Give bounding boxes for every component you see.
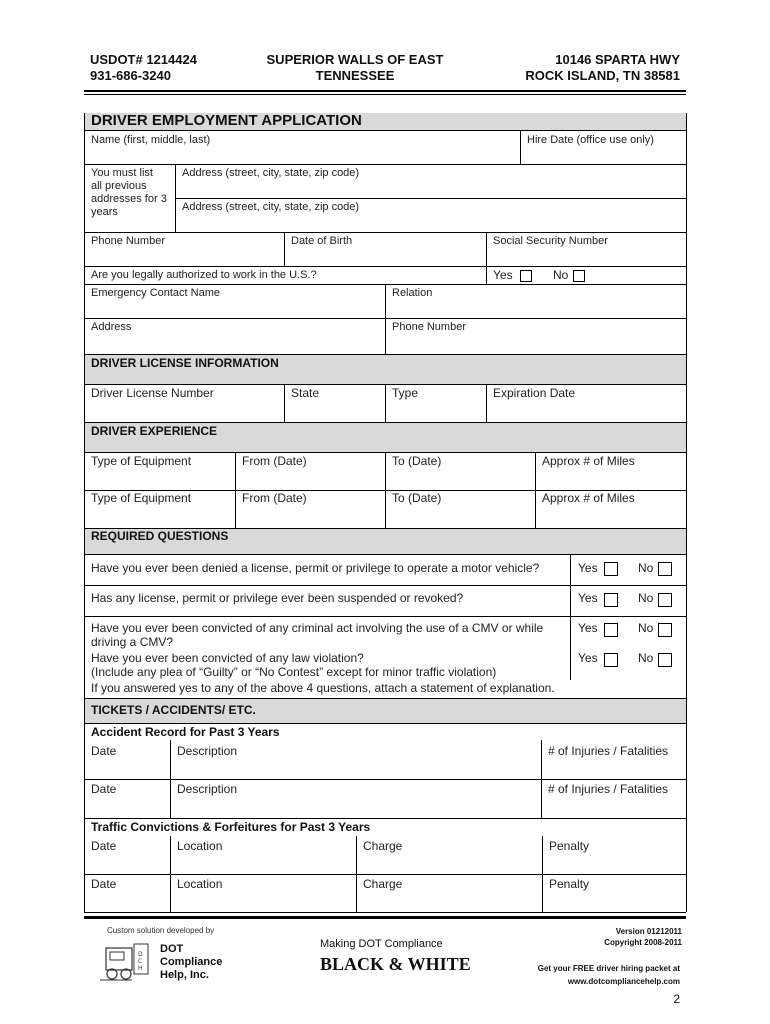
rule [84, 422, 686, 423]
conviction-location-label: Location [177, 877, 223, 891]
rule [84, 266, 686, 267]
svg-text:D: D [138, 951, 143, 958]
rule [284, 384, 285, 422]
equipment-label: Type of Equipment [91, 491, 192, 505]
q2-no-label: No [638, 591, 654, 605]
miles-label: Approx # of Miles [542, 454, 635, 468]
rule [385, 452, 386, 528]
rule [84, 723, 686, 724]
usdot-number: USDOT# 1214424 [90, 52, 197, 67]
from-date-label: From (Date) [242, 454, 307, 468]
accident-injuries-label: # of Injuries / Fatalities [548, 744, 669, 758]
work-authorization-label: Are you legally authorized to work in the U.S.? [91, 269, 317, 281]
question-suspended: Has any license, permit or privilege ever been suspended or revoked? [91, 591, 464, 605]
website-link[interactable]: www.dotcompliancehelp.com [567, 977, 680, 986]
svg-text:C: C [138, 958, 143, 965]
traffic-convictions-heading: Traffic Convictions & Forfeitures for Past 3 Years [91, 820, 371, 834]
developed-by-text: Custom solution developed by [107, 926, 215, 935]
page-title: DRIVER EMPLOYMENT APPLICATION [91, 112, 362, 129]
conviction-date-label: Date [91, 877, 117, 891]
q2-yes-label: Yes [578, 591, 598, 605]
license-type-label: Type [392, 386, 419, 400]
svg-text:H: H [138, 965, 143, 972]
q4-yes-checkbox[interactable] [604, 653, 618, 667]
authorized-no-label: No [553, 268, 569, 282]
footer-rule-thick [84, 916, 686, 919]
rule [170, 836, 171, 912]
q3-no-checkbox[interactable] [658, 623, 672, 637]
phone-label: Phone Number [91, 235, 165, 247]
footer-rule [84, 912, 686, 913]
emergency-contact-label: Emergency Contact Name [91, 287, 220, 299]
question-law-violation-line1: Have you ever been convicted of any law violation? [91, 651, 364, 665]
rule [570, 554, 571, 680]
question-law-violation-line2: (Include any plea of “Guilty” or “No Contest” except for minor traffic violation) [91, 665, 497, 679]
questions-heading: REQUIRED QUESTIONS [91, 529, 229, 543]
miles-label: Approx # of Miles [542, 491, 635, 505]
q3-yes-label: Yes [578, 621, 598, 635]
rule [486, 232, 487, 284]
company-address-line2: ROCK ISLAND, TN 38581 [525, 68, 680, 83]
accident-record-heading: Accident Record for Past 3 Years [91, 725, 280, 739]
license-state-label: State [291, 386, 320, 400]
version-text: Version 01212011 [615, 927, 682, 936]
license-heading: DRIVER LICENSE INFORMATION [91, 356, 279, 370]
q3-no-label: No [638, 621, 654, 635]
authorized-no-checkbox[interactable] [573, 270, 585, 282]
q1-no-label: No [638, 561, 654, 575]
question-denied-license: Have you ever been denied a license, permit or privilege to operate a motor vehicle? [91, 561, 540, 575]
experience-heading: DRIVER EXPERIENCE [91, 424, 218, 438]
prev-address-note-4: years [91, 206, 118, 218]
hiring-packet-text: Get your FREE driver hiring packet at [537, 964, 680, 973]
rule [84, 130, 686, 131]
q3-yes-checkbox[interactable] [604, 623, 618, 637]
address1-label: Address (street, city, state, zip code) [182, 167, 360, 179]
right-border [686, 113, 687, 912]
rule [84, 616, 686, 617]
rule [520, 130, 521, 164]
q4-no-label: No [638, 651, 654, 665]
rule [535, 452, 536, 528]
copyright-text: Copyright 2008-2011 [604, 938, 682, 947]
conviction-location-label: Location [177, 839, 223, 853]
authorized-yes-checkbox[interactable] [520, 270, 532, 282]
rule [84, 554, 686, 555]
prev-address-note-2: all previous [91, 180, 147, 192]
rule [175, 198, 686, 199]
rule [84, 818, 686, 819]
truck-logo-icon [98, 938, 154, 986]
accident-date-label: Date [91, 782, 117, 796]
conviction-charge-label: Charge [363, 839, 403, 853]
rule [542, 836, 543, 912]
questions-note: If you answered yes to any of the above 4 questions, attach a statement of explanation. [91, 681, 555, 695]
ssn-label: Social Security Number [493, 235, 608, 247]
q1-no-checkbox[interactable] [658, 562, 672, 576]
rule [170, 740, 171, 818]
slogan-line2: BLACK & WHITE [320, 954, 471, 974]
conviction-charge-label: Charge [363, 877, 403, 891]
to-date-label: To (Date) [392, 491, 442, 505]
rule [84, 779, 686, 780]
company-address-line1: 10146 SPARTA HWY [555, 52, 680, 67]
logo-text-line1: DOT [160, 943, 184, 955]
name-field-label: Name (first, middle, last) [91, 134, 211, 146]
question-criminal-cmv-line1: Have you ever been convicted of any criminal act involving the use of a CMV or while [91, 621, 544, 635]
rule [84, 874, 686, 875]
company-name-line1: SUPERIOR WALLS OF EAST [266, 52, 444, 67]
slogan-line1: Making DOT Compliance [320, 938, 443, 950]
header-rule [84, 90, 686, 92]
relation-label: Relation [392, 287, 433, 299]
license-number-label: Driver License Number [91, 386, 214, 400]
question-criminal-cmv-line2: driving a CMV? [91, 635, 174, 649]
rule [385, 284, 386, 354]
accident-injuries-label: # of Injuries / Fatalities [548, 782, 669, 796]
conviction-penalty-label: Penalty [549, 877, 590, 891]
rule [541, 740, 542, 818]
rule [356, 836, 357, 912]
rule [385, 384, 386, 422]
license-expiration-label: Expiration Date [493, 386, 576, 400]
q2-yes-checkbox[interactable] [604, 593, 618, 607]
tickets-heading: TICKETS / ACCIDENTS/ ETC. [91, 703, 256, 717]
rule [284, 232, 285, 266]
from-date-label: From (Date) [242, 491, 307, 505]
header-rule-thin [84, 94, 686, 95]
rule [84, 318, 686, 319]
left-border [84, 113, 85, 912]
q1-yes-checkbox[interactable] [604, 562, 618, 576]
company-name-line2: TENNESSEE [315, 68, 395, 83]
authorized-yes-label: Yes [493, 268, 513, 282]
logo-text-line3: Help, Inc. [160, 969, 209, 981]
q1-yes-label: Yes [578, 561, 598, 575]
rule [235, 452, 236, 528]
accident-description-label: Description [177, 782, 238, 796]
page-number: 2 [673, 992, 680, 1006]
company-phone: 931-686-3240 [90, 68, 171, 83]
q4-yes-label: Yes [578, 651, 598, 665]
emergency-phone-label: Phone Number [392, 321, 466, 333]
rule [84, 232, 686, 233]
conviction-date-label: Date [91, 839, 117, 853]
to-date-label: To (Date) [392, 454, 442, 468]
rule [486, 384, 487, 422]
accident-date-label: Date [91, 744, 117, 758]
rule [84, 354, 686, 355]
q4-no-checkbox[interactable] [658, 653, 672, 667]
equipment-label: Type of Equipment [91, 454, 192, 468]
rule [84, 585, 686, 586]
address2-label: Address (street, city, state, zip code) [182, 201, 360, 213]
hire-date-label: Hire Date (office use only) [527, 134, 654, 146]
q2-no-checkbox[interactable] [658, 593, 672, 607]
conviction-penalty-label: Penalty [549, 839, 590, 853]
prev-address-note-1: You must list [91, 167, 153, 179]
prev-address-note-3: addresses for 3 [91, 193, 167, 205]
logo-text-line2: Compliance [160, 956, 223, 968]
emergency-address-label: Address [91, 321, 132, 333]
dob-label: Date of Birth [291, 235, 353, 247]
accident-description-label: Description [177, 744, 238, 758]
